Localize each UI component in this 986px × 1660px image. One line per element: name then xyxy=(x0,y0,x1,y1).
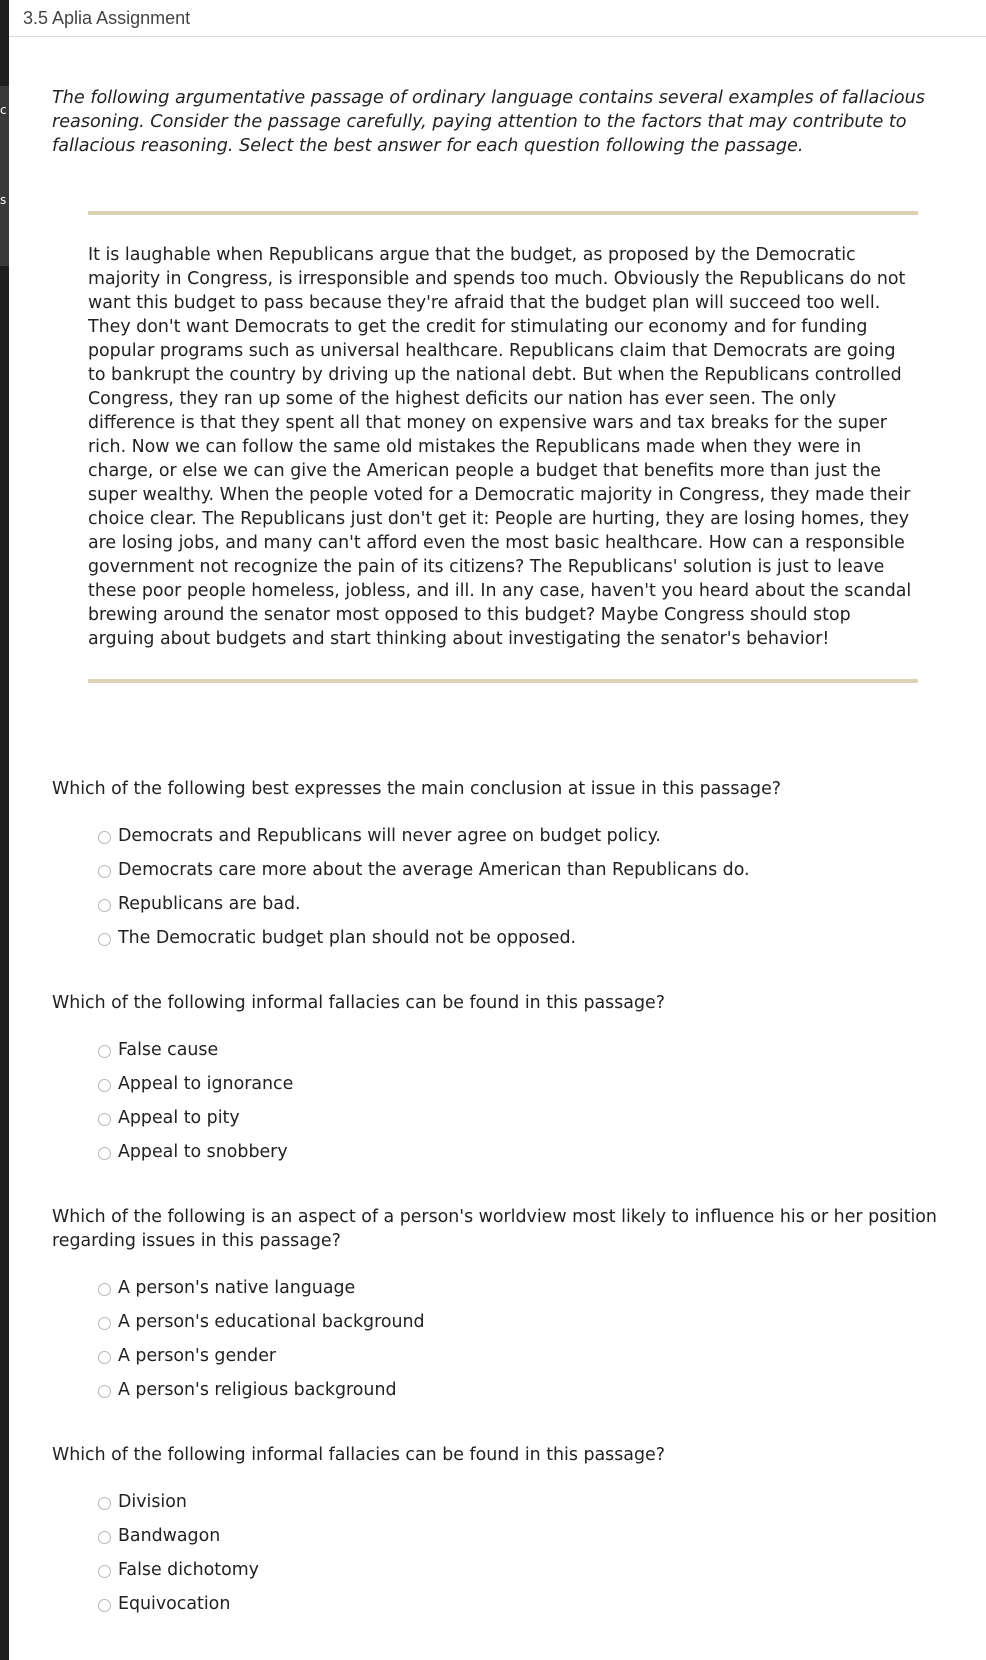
question-3 xyxy=(52,1205,952,1400)
option-label: A person's educational background xyxy=(118,1312,425,1332)
option-label: False dichotomy xyxy=(118,1560,259,1580)
radio-icon[interactable] xyxy=(98,1385,111,1398)
question-1 xyxy=(52,777,952,948)
option-label: A person's religious background xyxy=(118,1380,397,1400)
answer-option[interactable] xyxy=(98,887,750,921)
sidebar-glyph-s: s xyxy=(0,194,7,206)
radio-icon[interactable] xyxy=(98,1045,111,1058)
option-label: Appeal to ignorance xyxy=(118,1074,294,1094)
answer-options xyxy=(98,1033,293,1169)
answer-option[interactable] xyxy=(98,853,750,887)
question-text: Which of the following informal fallacies can be found in this passage? xyxy=(52,993,665,1013)
answer-option[interactable] xyxy=(98,1101,293,1135)
answer-options xyxy=(98,1271,425,1407)
option-label: A person's gender xyxy=(118,1346,277,1366)
answer-option[interactable] xyxy=(98,1271,425,1305)
answer-option[interactable] xyxy=(98,1305,425,1339)
answer-option[interactable] xyxy=(98,1519,259,1553)
radio-icon[interactable] xyxy=(98,1079,111,1092)
answer-option[interactable] xyxy=(98,1587,259,1621)
answer-option[interactable] xyxy=(98,1485,259,1519)
answer-option[interactable] xyxy=(98,1553,259,1587)
answer-option[interactable] xyxy=(98,1067,293,1101)
radio-icon[interactable] xyxy=(98,1531,111,1544)
passage-text: It is laughable when Republicans argue that the budget, as proposed by the Democratic majority in Congress, is irresponsible and spends too much. Obviously the Republicans do not want this budget to pass because they're afraid that the budget plan will succeed too well. They don't want Democrats to get the credit for stimulating our economy and for funding popular programs such as universal healthcare. Republicans claim that Democrats are going to bankrupt the country by driving up the national debt. But when the Republicans controlled Congress, they ran up some of the highest deficits our nation has ever seen. The only difference is that they spent all that money on expensive wars and tax breaks for the super rich. Now we can follow the same old mistakes the Republicans made when they were in charge, or else we can give the American people a budget that benefits more than just the super wealthy. When the people voted for a Democratic majority in Congress, they made their choice clear. The Republicans just don't get it: People are hurting, they are losing homes, they are losing jobs, and many can't afford even the most basic healthcare. How can a responsible government not recognize the pain of its citizens? The Republicans' solution is just to leave these poor people homeless, jobless, and ill. In any case, haven't you heard about the scandal brewing around the senator most opposed to this budget? Maybe Congress should stop arguing about budgets and start thinking about investigating the senator's behavior! xyxy=(88,245,912,649)
option-label: Bandwagon xyxy=(118,1526,221,1546)
radio-icon[interactable] xyxy=(98,1317,111,1330)
answer-options xyxy=(98,819,750,955)
radio-icon[interactable] xyxy=(98,1147,111,1160)
passage-box xyxy=(88,211,918,683)
answer-option[interactable] xyxy=(98,819,750,853)
radio-icon[interactable] xyxy=(98,1565,111,1578)
answer-option[interactable] xyxy=(98,1373,425,1407)
passage-bottom-rule xyxy=(88,679,918,683)
question-4 xyxy=(52,1443,952,1614)
question-2 xyxy=(52,991,952,1162)
radio-icon[interactable] xyxy=(98,865,111,878)
answer-option[interactable] xyxy=(98,1135,293,1169)
option-label: Appeal to snobbery xyxy=(118,1142,288,1162)
option-label: Division xyxy=(118,1492,187,1512)
answer-option[interactable] xyxy=(98,1033,293,1067)
instructions xyxy=(52,86,952,158)
option-label: Equivocation xyxy=(118,1594,231,1614)
question-text: Which of the following best expresses the main conclusion at issue in this passage? xyxy=(52,779,782,799)
radio-icon[interactable] xyxy=(98,933,111,946)
answer-option[interactable] xyxy=(98,921,750,955)
option-label: Republicans are bad. xyxy=(118,894,301,914)
option-label: The Democratic budget plan should not be opposed. xyxy=(118,928,577,948)
option-label: False cause xyxy=(118,1040,219,1060)
intro-text: The following argumentative passage of ordinary language contains several examples of fallacious reasoning. Consider the passage carefully, paying attention to the factors that may contribute to fallacious reasoning. Select the best answer for each question following the passage. xyxy=(52,88,925,156)
answer-option[interactable] xyxy=(98,1339,425,1373)
question-text: Which of the following informal fallacies can be found in this passage? xyxy=(52,1445,665,1465)
answer-options xyxy=(98,1485,259,1621)
radio-icon[interactable] xyxy=(98,1351,111,1364)
option-label: Democrats and Republicans will never agree on budget policy. xyxy=(118,826,661,846)
option-label: Appeal to pity xyxy=(118,1108,240,1128)
sidebar-glyph-c: c xyxy=(0,104,7,116)
radio-icon[interactable] xyxy=(98,1113,111,1126)
radio-icon[interactable] xyxy=(98,1497,111,1510)
assignment-header xyxy=(9,0,986,37)
page-title: 3.5 Aplia Assignment xyxy=(23,8,191,28)
option-label: Democrats care more about the average American than Republicans do. xyxy=(118,860,750,880)
option-label: A person's native language xyxy=(118,1278,356,1298)
radio-icon[interactable] xyxy=(98,1599,111,1612)
radio-icon[interactable] xyxy=(98,899,111,912)
radio-icon[interactable] xyxy=(98,1283,111,1296)
question-text: Which of the following is an aspect of a person's worldview most likely to influence his or her position regarding issues in this passage? xyxy=(52,1207,937,1251)
left-sidebar-strip xyxy=(0,0,9,1660)
radio-icon[interactable] xyxy=(98,831,111,844)
